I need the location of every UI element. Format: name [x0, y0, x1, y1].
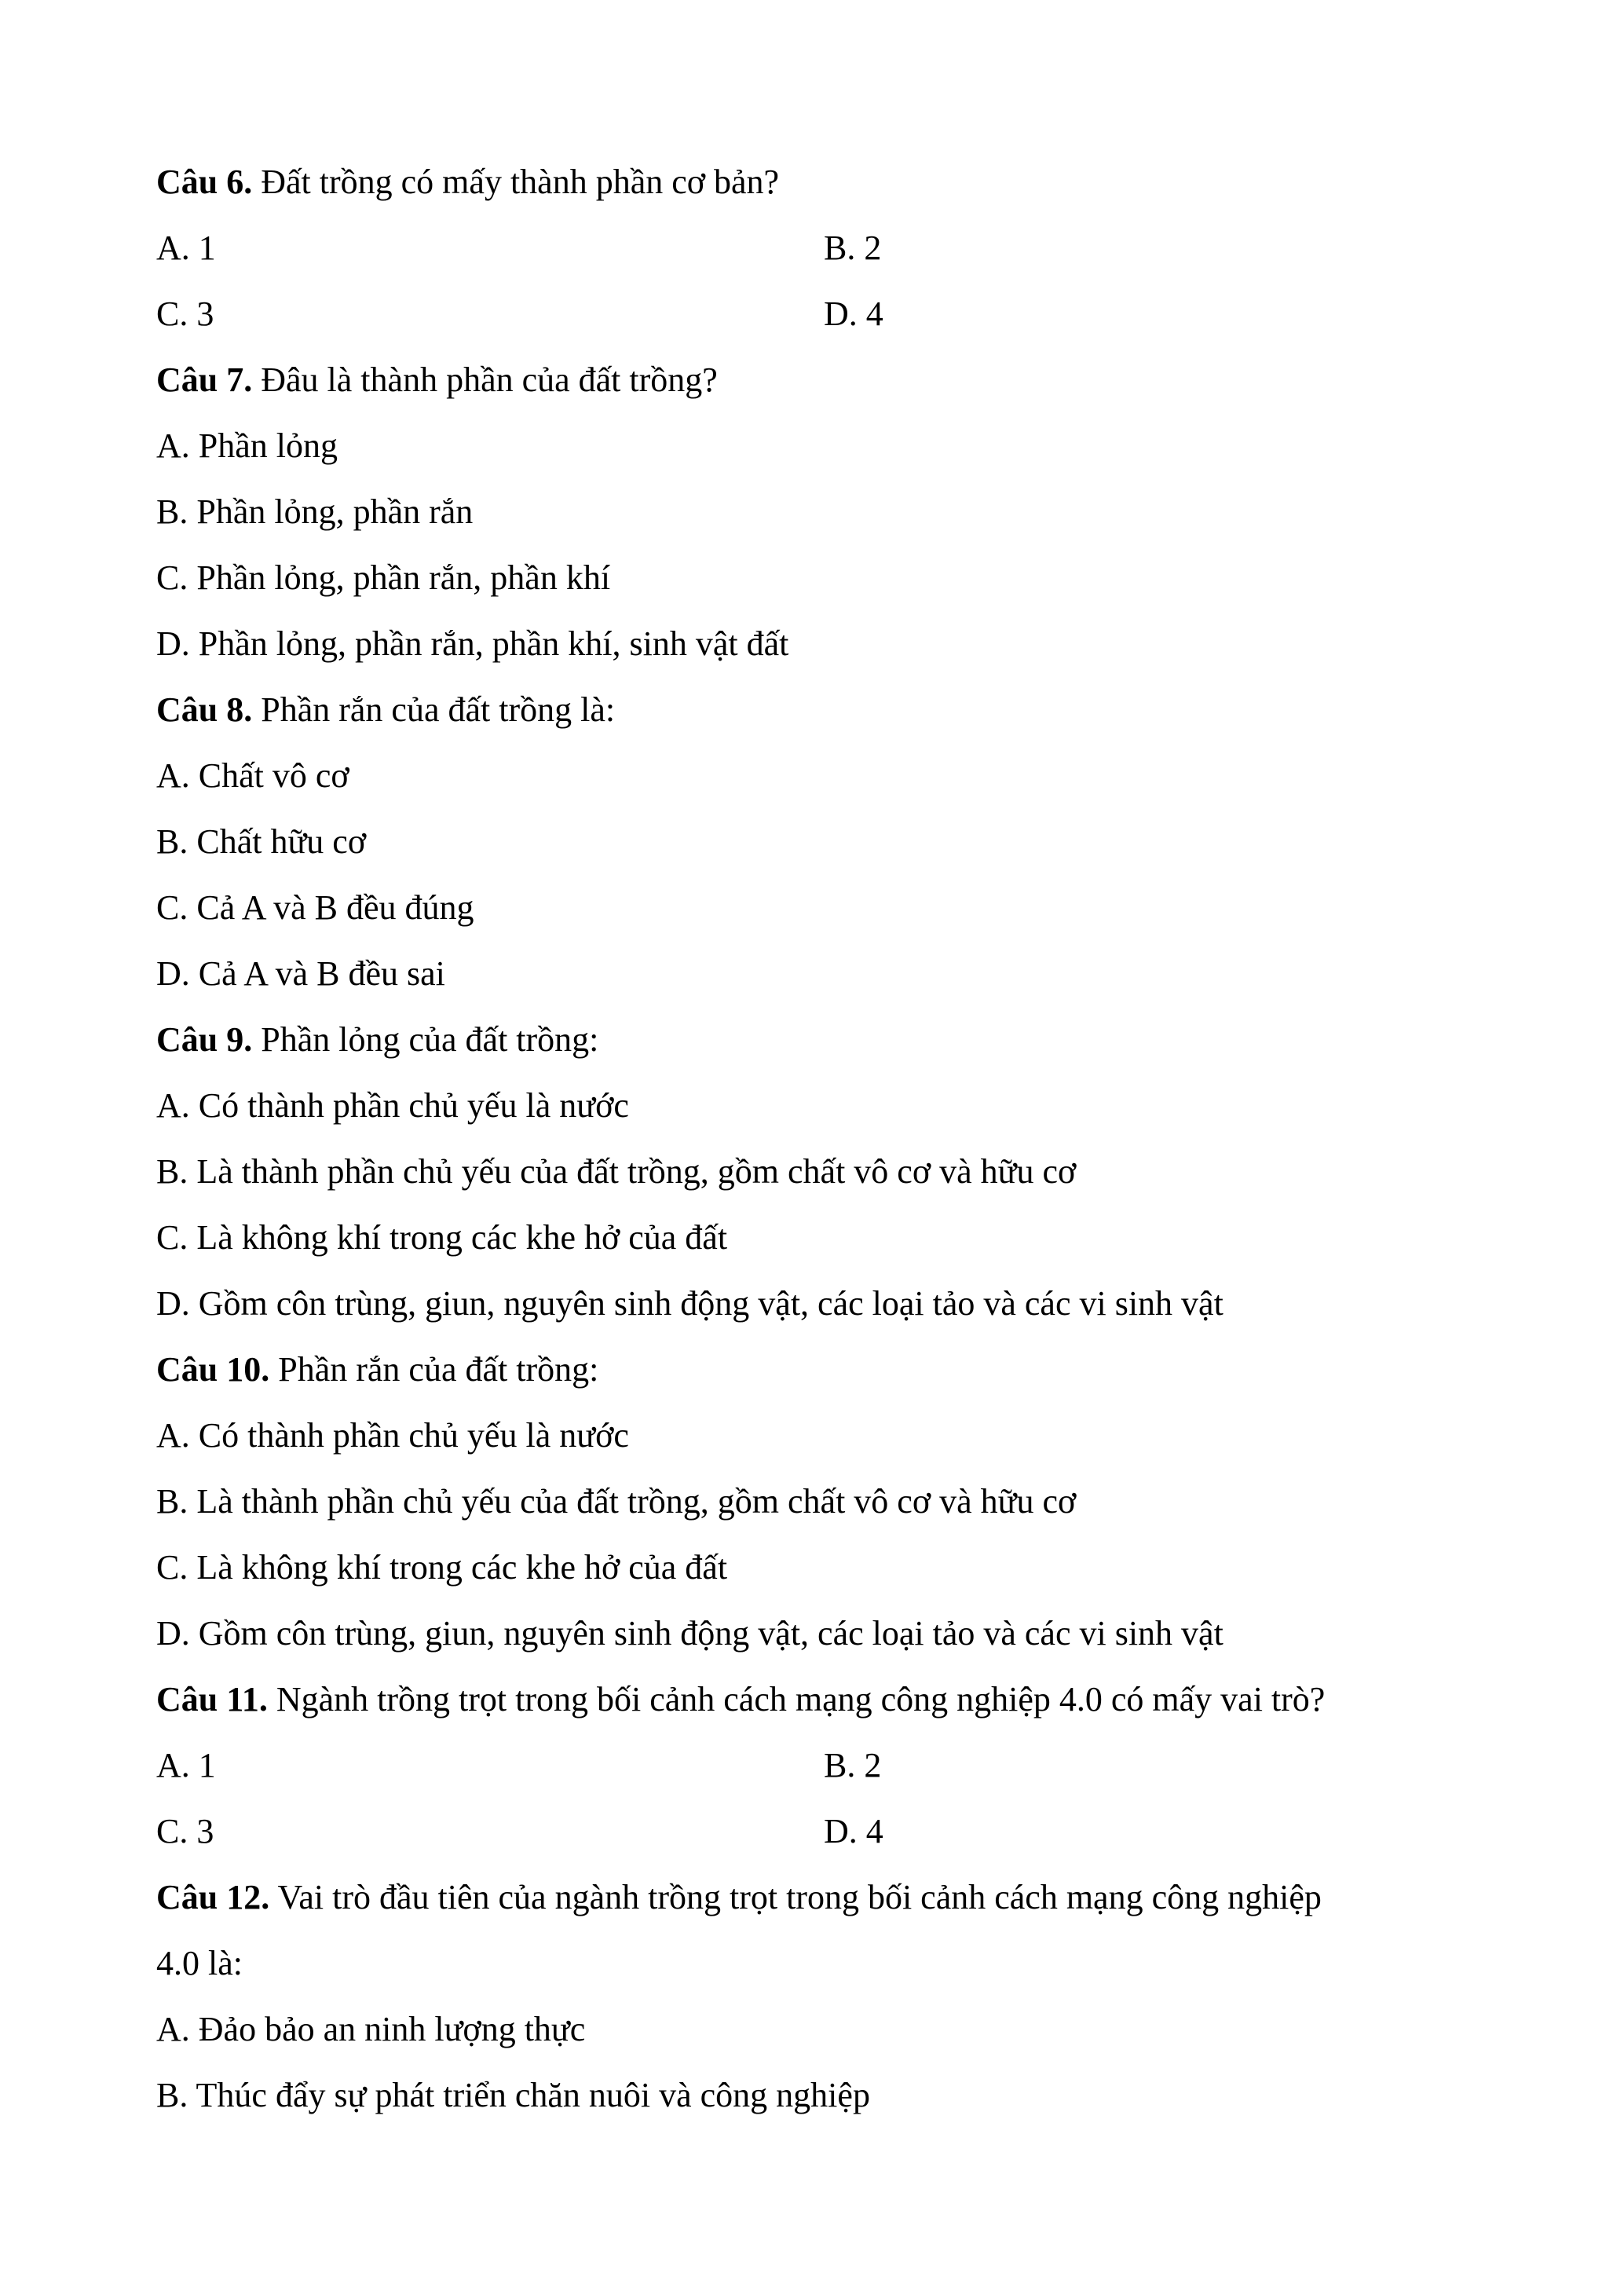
question-text: Đất trồng có mấy thành phần cơ bản? — [261, 163, 780, 201]
option-d: D. Gồm côn trùng, giun, nguyên sinh động vật, các loại tảo và các vi sinh vật — [156, 1614, 1223, 1653]
option-b: B. Phần lỏng, phần rắn — [156, 492, 474, 531]
question-text: Đâu là thành phần của đất trồng? — [261, 361, 718, 399]
question-10 — [156, 1337, 1491, 1667]
option-a: A. Có thành phần chủ yếu là nước — [156, 1086, 629, 1125]
option-a: A. Đảo bảo an ninh lượng thực — [156, 2010, 586, 2048]
question-8 — [156, 677, 1491, 1007]
question-label: Câu 10. — [156, 1350, 270, 1389]
option-b: B. Chất hữu cơ — [156, 822, 367, 861]
option-d: D. Gồm côn trùng, giun, nguyên sinh động vật, các loại tảo và các vi sinh vật — [156, 1284, 1223, 1323]
option-d: D. 4 — [824, 295, 883, 333]
document-page — [156, 149, 1491, 2128]
question-label: Câu 11. — [156, 1680, 268, 1719]
option-c: C. Là không khí trong các khe hở của đất — [156, 1548, 728, 1587]
option-c: C. 3 — [156, 1812, 214, 1850]
question-stem — [156, 677, 1491, 743]
option-d: D. Cả A và B đều sai — [156, 954, 445, 993]
question-6 — [156, 149, 1491, 347]
option-a: A. Phần lỏng — [156, 426, 338, 465]
question-stem — [156, 347, 1491, 413]
question-text: Phần rắn của đất trồng: — [278, 1350, 599, 1389]
question-7 — [156, 347, 1491, 677]
question-text: Phần lỏng của đất trồng: — [261, 1020, 599, 1059]
option-d: D. Phần lỏng, phần rắn, phần khí, sinh vật đất — [156, 624, 789, 663]
options-row — [156, 1733, 1491, 1799]
question-9 — [156, 1007, 1491, 1337]
question-stem — [156, 1007, 1491, 1073]
question-label: Câu 12. — [156, 1878, 270, 1916]
option-b: B. Thúc đẩy sự phát triển chăn nuôi và công nghiệp — [156, 2076, 870, 2114]
option-a: A. Có thành phần chủ yếu là nước — [156, 1416, 629, 1455]
question-text: Ngành trồng trọt trong bối cảnh cách mạng công nghiệp 4.0 có mấy vai trò? — [276, 1680, 1326, 1719]
option-c: C. Cả A và B đều đúng — [156, 888, 474, 927]
option-a: A. Chất vô cơ — [156, 756, 349, 795]
question-text: Phần rắn của đất trồng là: — [261, 690, 616, 729]
question-12 — [156, 1865, 1491, 2128]
question-stem — [156, 149, 1491, 215]
question-label: Câu 8. — [156, 690, 253, 729]
question-label: Câu 7. — [156, 361, 253, 399]
option-c: C. Phần lỏng, phần rắn, phần khí — [156, 558, 611, 597]
option-b: B. Là thành phần chủ yếu của đất trồng, gồm chất vô cơ và hữu cơ — [156, 1482, 1077, 1521]
options-row — [156, 281, 1491, 347]
option-c: C. Là không khí trong các khe hở của đất — [156, 1218, 728, 1257]
question-stem — [156, 1667, 1491, 1733]
option-d: D. 4 — [824, 1812, 883, 1850]
question-label: Câu 9. — [156, 1020, 253, 1059]
option-b: B. 2 — [824, 229, 882, 267]
option-c: C. 3 — [156, 295, 214, 333]
question-stem — [156, 1865, 1491, 1931]
question-11 — [156, 1667, 1491, 1865]
option-a: A. 1 — [156, 229, 216, 267]
question-text-continued: 4.0 là: — [156, 1944, 243, 1982]
question-text: Vai trò đầu tiên của ngành trồng trọt trong bối cảnh cách mạng công nghiệp — [277, 1878, 1322, 1916]
option-b: B. 2 — [824, 1746, 882, 1784]
option-a: A. 1 — [156, 1746, 216, 1784]
option-b: B. Là thành phần chủ yếu của đất trồng, gồm chất vô cơ và hữu cơ — [156, 1152, 1077, 1191]
question-stem — [156, 1337, 1491, 1403]
question-label: Câu 6. — [156, 163, 253, 201]
options-row — [156, 215, 1491, 281]
options-row — [156, 1799, 1491, 1865]
